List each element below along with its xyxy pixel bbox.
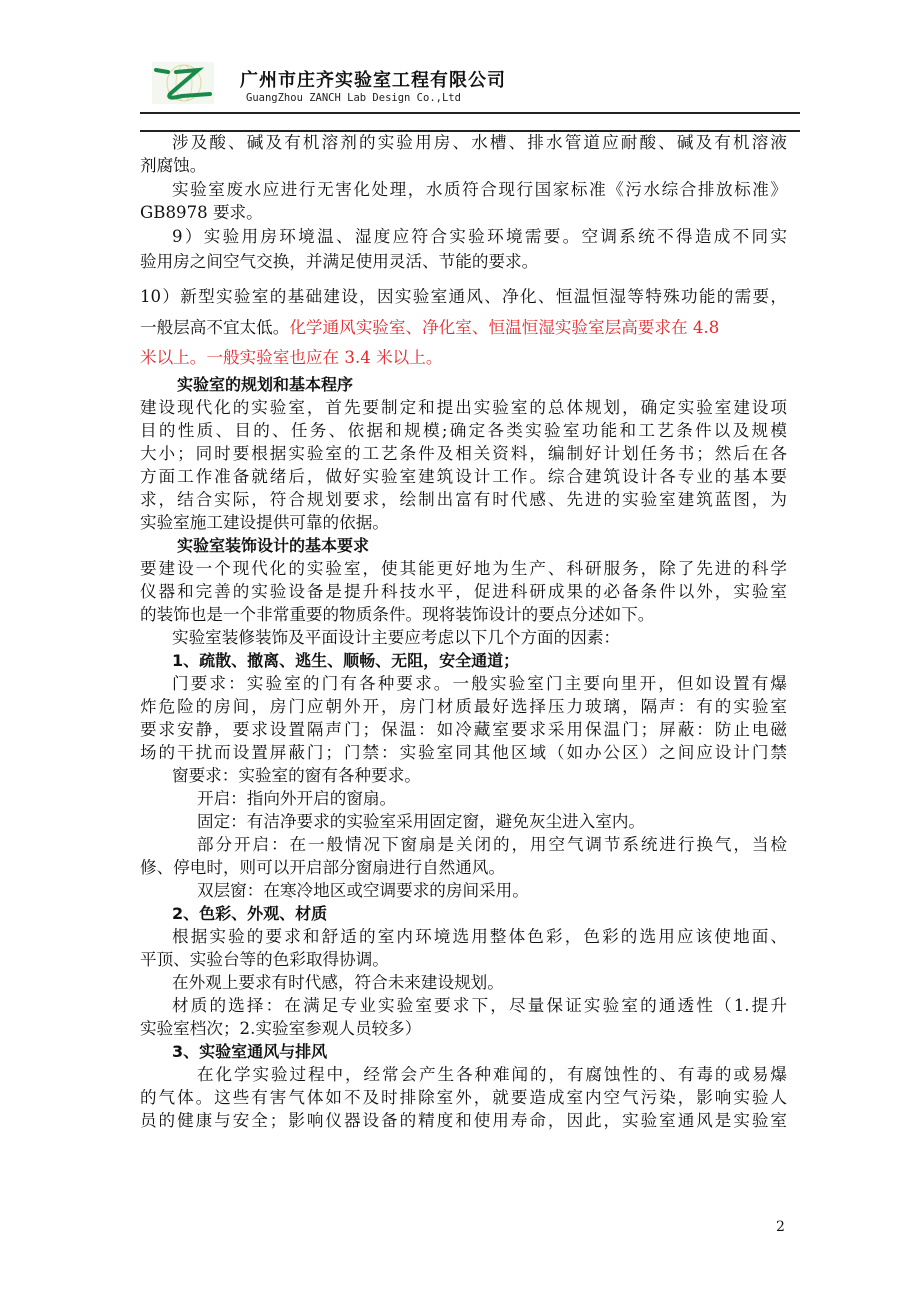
text-line: 验用房之间空气交换，并满足使用灵活、节能的要求。 xyxy=(140,252,539,271)
text-line: 在外观上要求有时代感，符合未来建设规划。 xyxy=(172,973,504,992)
section-heading: 实验室装饰设计的基本要求 xyxy=(177,536,370,555)
company-name-cn: 广州市庄齐实验室工程有限公司 xyxy=(240,70,506,91)
text-line: 材质的选择：在满足专业实验室要求下，尽量保证实验室的通透性（1.提升 xyxy=(172,996,787,1015)
text-line: 剂腐蚀。 xyxy=(140,156,207,175)
text-line: 部分开启：在一般情况下窗扇是关闭的，用空气调节系统进行换气，当检 xyxy=(197,835,787,854)
text-line: 开启：指向外开启的窗扇。 xyxy=(197,789,397,808)
text-line: 实验室装修装饰及平面设计主要应考虑以下几个方面的因素： xyxy=(172,628,621,647)
text-line: 员的健康与安全；影响仪器设备的精度和使用寿命，因此，实验室通风是实验室 xyxy=(140,1111,787,1130)
subsection-heading: 1、疏散、撤离、逃生、顺畅、无阻，安全通道； xyxy=(172,651,520,670)
text-line: 方面工作准备就绪后，做好实验室建筑设计工作。综合建筑设计各专业的基本要 xyxy=(140,467,787,486)
text-line: 门要求：实验室的门有各种要求。一般实验室门主要向里开，但如设置有爆 xyxy=(172,674,787,693)
text-line: 大小；同时要根据实验室的工艺条件及相关资料，编制好计划任务书；然后在各 xyxy=(140,444,787,463)
text-line: 窗要求：实验室的窗有各种要求。 xyxy=(172,766,421,785)
company-name-en: GuangZhou ZANCH Lab Design Co.,Ltd xyxy=(246,92,461,104)
text-line: 求，结合实际，符合规划要求，绘制出富有时代感、先进的实验室建筑蓝图，为 xyxy=(140,490,787,509)
page-number: 2 xyxy=(776,1219,785,1235)
text-line: 实验室档次；2.实验室参观人员较多） xyxy=(140,1019,422,1038)
text-line: 10）新型实验室的基础建设，因实验室通风、净化、恒温恒湿等特殊功能的需要， xyxy=(140,287,787,306)
text-line: 9）实验用房环境温、湿度应符合实验环境需要。空调系统不得造成不同实 xyxy=(172,227,787,246)
subsection-heading: 2、色彩、外观、材质 xyxy=(172,904,328,923)
subsection-heading: 3、实验室通风与排风 xyxy=(172,1042,328,1061)
text-line: 在化学实验过程中，经常会产生各种难闻的，有腐蚀性的、有毒的或易爆 xyxy=(197,1065,787,1084)
header-rule xyxy=(140,112,800,114)
text-line: 仪器和完善的实验设备是提升科技水平，促进科研成果的必备条件以外，实验室 xyxy=(140,582,787,601)
text-line: 平顶、实验台等的色彩取得协调。 xyxy=(140,950,389,969)
text-line: 炸危险的房间，房门应朝外开，房门材质最好选择压力玻璃，隔声：有的实验室 xyxy=(140,697,787,716)
text-line: 固定：有洁净要求的实验室采用固定窗，避免灰尘进入室内。 xyxy=(197,812,646,831)
text-line: 实验室废水应进行无害化处理，水质符合现行国家标准《污水综合排放标准》 xyxy=(172,180,787,199)
text-line: 的装饰也是一个非常重要的物质条件。现将装饰设计的要点分述如下。 xyxy=(140,605,655,624)
company-logo xyxy=(152,62,214,104)
text-line: 修、停电时，则可以开启部分窗扇进行自然通风。 xyxy=(140,858,506,877)
text-line: 实验室施工建设提供可靠的依据。 xyxy=(140,513,389,532)
text-line: 根据实验的要求和舒适的室内环境选用整体色彩，色彩的选用应该使地面、 xyxy=(172,927,787,946)
text-line: GB8978 要求。 xyxy=(140,203,263,222)
highlighted-text: 化学通风实验室、净化室、恒温恒湿实验室层高要求在 4.8 xyxy=(289,318,720,337)
text-line: 涉及酸、碱及有机溶剂的实验用房、水槽、排水管道应耐酸、碱及有机溶液 xyxy=(172,133,787,152)
text-line: 的气体。这些有害气体如不及时排除室外，就要造成室内空气污染，影响实验人 xyxy=(140,1088,787,1107)
text-line xyxy=(140,318,787,338)
highlighted-text: 米以上。一般实验室也应在 3.4 米以上。 xyxy=(140,348,443,367)
text-line: 建设现代化的实验室，首先要制定和提出实验室的总体规划，确定实验室建设项 xyxy=(140,398,787,417)
text-line: 目的性质、目的、任务、依据和规模;确定各类实验室功能和工艺条件以及规模 xyxy=(140,421,787,440)
text-line: 要求安静，要求设置隔声门；保温：如冷藏室要求采用保温门；屏蔽：防止电磁 xyxy=(140,720,787,739)
header-rule-2 xyxy=(140,130,800,132)
text-line: 双层窗：在寒冷地区或空调要求的房间采用。 xyxy=(197,881,529,900)
section-heading: 实验室的规划和基本程序 xyxy=(177,375,354,394)
text-line: 场的干扰而设置屏蔽门；门禁：实验室同其他区域（如办公区）之间应设计门禁 xyxy=(140,743,787,762)
text-line: 要建设一个现代化的实验室，使其能更好地为生产、科研服务，除了先进的科学 xyxy=(140,559,787,578)
text-segment: 一般层高不宜太低。 xyxy=(140,318,290,337)
